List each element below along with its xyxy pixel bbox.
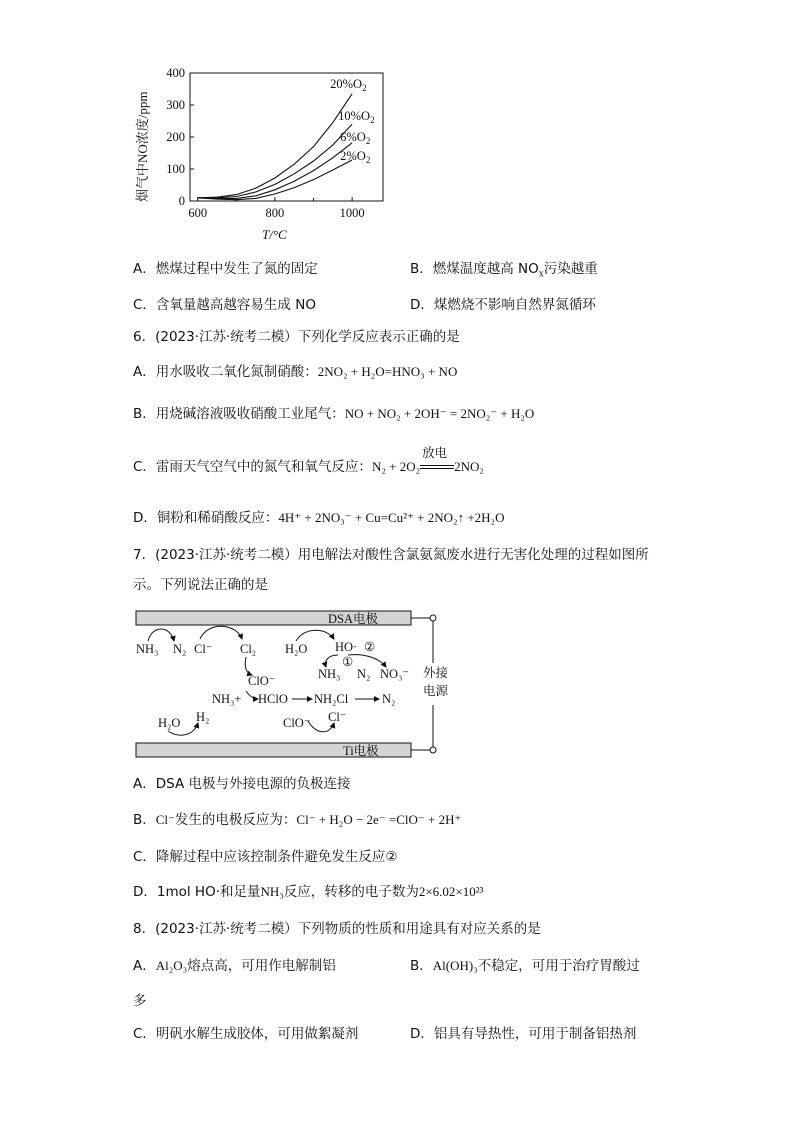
no-concentration-chart	[128, 62, 398, 244]
species-h2o-top: H₂O	[285, 642, 308, 656]
q6-option-d-text: D．铜粉和稀硝酸反应：	[133, 510, 279, 526]
q8-option-a-formula: Al₂O₃	[155, 958, 188, 973]
q7-option-b[interactable]	[133, 810, 461, 830]
electrolysis-diagram	[128, 603, 458, 763]
q7-option-d-mid: 反应，转移的电子数为	[283, 884, 419, 900]
q8-option-b[interactable]	[410, 956, 640, 976]
y-tick-label: 0	[178, 194, 185, 208]
q8-option-b-formula: Al(OH)₃	[432, 958, 478, 973]
q5-option-b-sub: x	[538, 268, 544, 280]
q7-option-d-text: D．1mol HO·和足量	[133, 884, 261, 900]
q5-option-b-post: 污染越重	[543, 261, 598, 277]
series-line	[198, 160, 352, 200]
q8-option-b-text: 不稳定，可用于治疗胃酸过	[477, 958, 640, 974]
q5-option-b[interactable]	[410, 259, 598, 285]
species-cl-minus: Cl⁻	[194, 642, 213, 656]
terminal-top	[430, 615, 436, 621]
q5-option-d[interactable]: D．煤燃烧不影响自然界氮循环	[410, 297, 596, 313]
q6-option-a[interactable]	[133, 362, 457, 382]
terminal-bottom	[430, 747, 436, 753]
species-n2: N₂	[173, 642, 187, 656]
q8-option-b-label: B．	[410, 958, 433, 974]
x-axis-label: T/°C	[262, 227, 287, 242]
power-label-2: 电源	[423, 684, 449, 698]
q7-option-d[interactable]	[133, 882, 484, 902]
q6-option-a-text: A．用水吸收二氧化氮制硝酸：	[133, 364, 318, 380]
species-no3: NO₃⁻	[380, 667, 410, 681]
q6-stem: 6．(2023·江苏·统考二模）下列化学反应表示正确的是	[133, 329, 460, 345]
q8-stem: 8．(2023·江苏·统考二模）下列物质的性质和用途具有对应关系的是	[133, 921, 541, 937]
q8-option-d[interactable]: D．铝具有导热性，可用于制备铝热剂	[410, 1026, 637, 1042]
arrow-ho-route2	[348, 655, 386, 667]
species-ho: HO·	[335, 640, 358, 654]
species-h2: H₂	[196, 710, 210, 724]
q8-option-b-wrap: 多	[133, 993, 147, 1009]
q6-option-b-eq: NO + NO₂ + 2OH⁻ = 2NO₂⁻ + H₂O	[344, 406, 535, 421]
q6-option-c-eq1: N₂ + 2O₂	[371, 459, 421, 474]
q5-option-c[interactable]: C．含氧量越高越容易生成 NO	[133, 297, 316, 313]
q7-option-b-eq: Cl⁻ + H₂O − 2e⁻ =ClO⁻ + 2H⁺	[296, 812, 462, 827]
q6-option-c-eq2: 2NO₂	[454, 459, 484, 474]
x-tick-label: 600	[188, 206, 208, 220]
y-tick-label: 300	[166, 98, 185, 112]
q8-option-c[interactable]: C．明矾水解生成胶体，可用做絮凝剂	[133, 1026, 359, 1042]
q6-option-a-eq: 2NO₂ + H₂O=HNO₃ + NO	[317, 364, 458, 379]
arrow-cl2-clo	[245, 657, 252, 675]
q7-option-b-ion: Cl⁻	[155, 812, 175, 827]
q7-option-b-text: 发生的电极反应为：	[174, 812, 297, 828]
q7-option-b-label: B．	[133, 812, 156, 828]
q6-option-c-text: C．雷雨天气空气中的氮气和氧气反应：	[133, 459, 372, 475]
q8-option-a-label: A．	[133, 958, 156, 974]
arrow-cl-cl2	[200, 626, 242, 639]
series-label: $6\%O_2$	[340, 129, 371, 146]
q7-option-a[interactable]: A．DSA 电极与外接电源的负极连接	[133, 776, 351, 792]
power-label-1: 外接	[423, 666, 449, 680]
arrow-h2o-ho	[296, 630, 334, 641]
x-tick-label: 800	[265, 206, 285, 220]
arrow-nh3plus-hclo	[246, 691, 258, 699]
x-tick-label: 1000	[339, 206, 365, 220]
species-n2-b: N₂	[357, 667, 371, 681]
q5-option-b-text: B．燃煤温度越高 NO	[410, 261, 539, 277]
q7-option-c[interactable]: C．降解过程中应该控制条件避免发生反应②	[133, 849, 398, 865]
y-axis-label: 烟气中NO浓度/ppm	[135, 91, 150, 202]
q6-option-b[interactable]	[133, 404, 534, 424]
species-clo-minus: ClO⁻	[248, 674, 276, 688]
arrow-ho-route1	[326, 655, 339, 667]
species-h2o-bottom: H₂O	[158, 716, 181, 730]
species-nh3: NH₃	[136, 642, 159, 656]
series-label: $20\%O_2$	[330, 76, 367, 93]
y-tick-label: 400	[166, 66, 185, 80]
q7-stem-line1: 7．(2023·江苏·统考二模）用电解法对酸性含氯氨氮废水进行无害化处理的过程如图所	[133, 547, 649, 563]
species-cl2: Cl₂	[240, 642, 257, 656]
arrow-nh3-n2	[148, 629, 174, 641]
y-tick-label: 200	[166, 130, 185, 144]
q7-stem-line2: 示。下列说法正确的是	[133, 577, 268, 593]
dsa-label: DSA电极	[328, 612, 379, 626]
series-line	[198, 94, 352, 198]
species-nh3-plus: NH₃+	[212, 692, 242, 706]
route-2-marker: ②	[364, 640, 376, 654]
q5-option-a[interactable]: A．燃煤过程中发生了氮的固定	[133, 261, 318, 277]
series-line	[198, 143, 352, 199]
q6-option-c-condition: 放电	[422, 446, 448, 460]
species-clo-minus-b: ClO⁻	[283, 716, 311, 730]
equals-arrow	[420, 465, 454, 469]
y-tick-label: 100	[166, 162, 185, 176]
ti-label: Ti电极	[343, 744, 379, 758]
q6-option-d-eq: 4H⁺ + 2NO₃⁻ + Cu=Cu²⁺ + 2NO₂↑ +2H₂O	[278, 510, 505, 525]
q6-option-c-arrow	[420, 446, 454, 477]
q6-option-c[interactable]	[133, 446, 484, 477]
series-label: $10\%O_2$	[338, 109, 375, 126]
q7-option-d-number: 2×6.02×10²³	[418, 884, 484, 899]
species-nh3-b: NH₃	[318, 667, 341, 681]
q6-option-b-text: B．用烧碱溶液吸收硝酸工业尾气：	[133, 406, 345, 422]
route-1-marker: ①	[342, 655, 354, 669]
q6-option-d[interactable]	[133, 508, 504, 528]
q8-option-a-text: 熔点高，可用作电解制铝	[187, 958, 336, 974]
species-cl-minus-b: Cl⁻	[328, 710, 347, 724]
species-n2-c: N₂	[382, 692, 396, 706]
q7-option-d-nh3: NH₃	[260, 884, 284, 899]
series-label: $2\%O_2$	[340, 149, 371, 166]
species-nh2cl: NH₂Cl	[314, 692, 349, 706]
q8-option-a[interactable]	[133, 956, 336, 976]
species-hclo: HClO	[258, 692, 288, 706]
